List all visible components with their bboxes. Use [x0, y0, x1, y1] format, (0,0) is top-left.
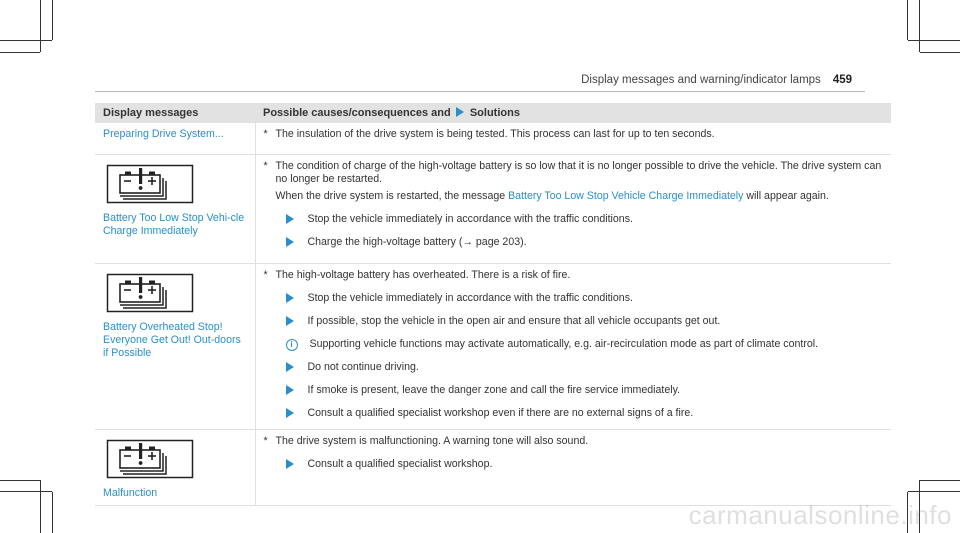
step-text: Charge the high-voltage battery (→ page 203).	[307, 236, 527, 248]
arrow-right-icon	[286, 362, 294, 372]
cause-cell	[255, 264, 891, 430]
battery-warning-icon	[106, 164, 194, 204]
step-text: If possible, stop the vehicle in the open air and ensure that all vehicle occupants get out.	[307, 315, 721, 327]
header-title: Display messages and warning/indicator lamps	[581, 74, 821, 86]
solution-step	[264, 361, 884, 374]
crop-mark	[52, 0, 53, 40]
crop-mark	[0, 40, 52, 41]
table-row	[95, 123, 891, 155]
cause-cell	[255, 123, 891, 155]
step-text: Consult a qualified specialist workshop even if there are no external signs of a fire.	[307, 407, 694, 419]
message-text: Preparing Drive System...	[103, 128, 224, 140]
crop-mark	[920, 52, 960, 53]
step-text: Stop the vehicle immediately in accordance with the traffic conditions.	[307, 213, 633, 225]
message-text: Battery Overheated Stop! Everyone Get Out! Out-doors if Possible	[103, 321, 241, 359]
message-cell	[95, 430, 255, 506]
cause-bullet: * The drive system is malfunctioning. A warning tone will also sound.	[263, 435, 589, 447]
cause-bullet: * The insulation of the drive system is being tested. This process can last for up to ten seconds.	[263, 128, 715, 140]
cause-text: The high-voltage battery has overheated. There is a risk of fire.	[275, 269, 571, 281]
crop-mark	[0, 491, 52, 492]
solution-step	[264, 384, 884, 397]
cause-text: The condition of charge of the high-voltage battery is so low that it is no longer possible to drive the vehicle. The drive system can no longer be restarted.	[275, 160, 882, 185]
solution-step	[264, 292, 884, 305]
display-messages-table	[95, 103, 891, 506]
arrow-right-icon	[286, 408, 294, 418]
cause-text: The drive system is malfunctioning. A warning tone will also sound.	[275, 435, 589, 447]
arrow-right-icon	[456, 107, 464, 117]
cause-cell	[255, 430, 891, 506]
arrow-right-icon	[286, 237, 294, 247]
crop-mark	[907, 0, 908, 40]
col-header-causes-label: Possible causes/consequences and	[263, 106, 451, 119]
table-row	[95, 430, 891, 506]
crop-mark	[0, 52, 40, 53]
note-text: Supporting vehicle functions may activate automatically, e.g. air-recirculation mode as part of climate control.	[309, 338, 819, 350]
table-header-row	[95, 103, 891, 123]
crop-mark	[40, 0, 41, 52]
info-note	[264, 338, 884, 351]
running-header	[581, 74, 852, 86]
table-row	[95, 155, 891, 264]
crop-mark	[52, 492, 53, 533]
arrow-right-icon	[286, 214, 294, 224]
message-cell	[95, 155, 255, 264]
crop-mark	[908, 491, 960, 492]
arrow-right-icon	[286, 316, 294, 326]
cause-bullet: * The high-voltage battery has overheated. There is a risk of fire.	[263, 269, 571, 281]
header-rule	[95, 91, 865, 92]
page-number: 459	[832, 74, 852, 86]
crop-mark	[908, 40, 960, 41]
solution-step	[264, 407, 884, 420]
watermark: carmanualsonline.info	[688, 500, 952, 530]
paragraph-text: When the drive system is restarted, the message	[275, 190, 506, 202]
info-icon: i	[286, 339, 298, 351]
step-text: Stop the vehicle immediately in accordance with the traffic conditions.	[307, 292, 633, 304]
battery-warning-icon	[106, 439, 194, 479]
solution-step	[264, 458, 884, 471]
solution-step	[264, 315, 884, 328]
crop-mark	[40, 480, 41, 533]
arrow-right-icon	[286, 459, 294, 469]
message-cell	[95, 123, 255, 155]
col-header-causes	[255, 103, 891, 123]
message-text: Malfunction	[103, 487, 158, 499]
crop-mark	[0, 480, 40, 481]
step-text: Consult a qualified specialist workshop.	[307, 458, 493, 470]
message-cell	[95, 264, 255, 430]
paragraph-message: Battery Too Low Stop Vehicle Charge Immediately	[508, 190, 744, 202]
crop-mark	[920, 480, 960, 481]
message-text: Battery Too Low Stop Vehi-cle Charge Immediately	[103, 212, 245, 237]
cause-paragraph	[264, 190, 884, 203]
cause-text: The insulation of the drive system is being tested. This process can last for up to ten seconds.	[275, 128, 715, 140]
cause-bullet: * The condition of charge of the high-voltage battery is so low that it is no longer possible to drive the vehicle. The drive system can no longer be restarted.	[263, 160, 882, 185]
cause-cell	[255, 155, 891, 264]
battery-warning-icon	[106, 273, 194, 313]
col-header-solutions-label: Solutions	[469, 106, 520, 119]
solution-step	[264, 236, 884, 249]
col-header-messages: Display messages	[95, 103, 255, 123]
arrow-right-icon	[286, 385, 294, 395]
crop-mark	[919, 0, 920, 52]
arrow-right-icon	[286, 293, 294, 303]
table-row	[95, 264, 891, 430]
step-text: Do not continue driving.	[307, 361, 419, 373]
step-text: If smoke is present, leave the danger zone and call the fire service immediately.	[307, 384, 681, 396]
solution-step	[264, 213, 884, 226]
paragraph-text: will appear again.	[746, 190, 829, 202]
